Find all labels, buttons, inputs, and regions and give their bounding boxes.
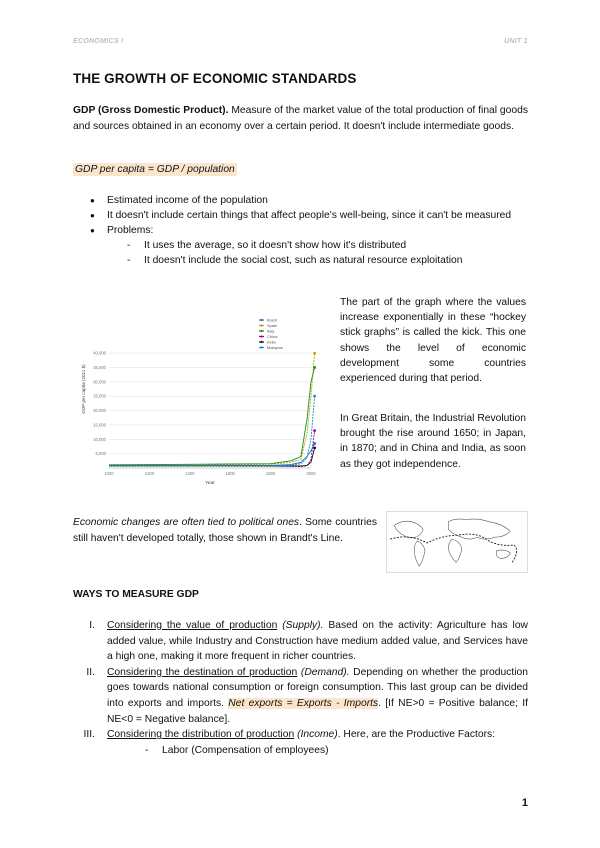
- brandt-line-map: [386, 511, 528, 573]
- header-subject: ECONOMICS I: [73, 38, 124, 45]
- factors-list: [145, 743, 528, 759]
- series-endpoint: [313, 366, 316, 369]
- x-tick-label: 1200: [144, 471, 155, 476]
- series-line: [109, 396, 315, 466]
- x-tick-label: 1000: [104, 471, 114, 476]
- way-tag: (Income): [297, 729, 338, 741]
- series-endpoint: [313, 442, 316, 445]
- list-item: - It uses the average, so it doesn't show how it's distributed: [127, 238, 528, 253]
- problems-label: Problems:: [107, 225, 154, 236]
- gdp-term: GDP (Gross Domestic Product).: [73, 105, 229, 116]
- series-endpoint: [313, 395, 316, 398]
- legend-label: India: [267, 339, 276, 345]
- list-item: [90, 223, 528, 268]
- roman-numeral: II.: [86, 666, 95, 678]
- list-item: - It doesn't include the social cost, such as natural resource exploitation: [127, 253, 528, 268]
- way-text: Based on the activity: Agriculture has low added value, while Industry and Construction have medium added value, and Services have a high one, making it more frequent in richer countries.: [107, 620, 528, 663]
- political-changes-text: [73, 515, 377, 546]
- roman-numeral: I.: [89, 620, 95, 631]
- series-endpoint: [313, 429, 316, 432]
- net-exports-formula: Net exports = Exports - Imports: [228, 697, 379, 709]
- political-lead: Economic changes are often tied to political ones: [73, 517, 300, 528]
- series-line: [109, 431, 315, 467]
- legend-label: Spain: [267, 323, 278, 328]
- kick-explanation: The part of the graph where the values increase exponentially in these “hockey stick graphs” is called the kick. This one shows the level of economic development some countries experienced during that period.: [340, 297, 526, 385]
- y-tick-label: 40,000: [93, 350, 106, 356]
- series-line: [109, 353, 315, 465]
- gdp-definition: [73, 103, 528, 135]
- y-tick-label: 30,000: [93, 379, 106, 385]
- header-unit: UNIT 1: [504, 38, 528, 45]
- way-text: . Here, are the Productive Factors:: [337, 729, 496, 741]
- gdp-text: Measure of the market value of the total production of final goods and sources obtained in an economy over a certain period. It doesn't include intermediate goods.: [73, 105, 528, 132]
- list-item: [73, 618, 528, 665]
- list-item: ● It doesn't include certain things that affect people's well-being, since it can't be measured: [90, 208, 528, 223]
- x-axis-title: Year: [205, 481, 215, 486]
- gdp-hockey-stick-chart: [73, 300, 331, 500]
- way-tag: (Demand).: [300, 666, 350, 678]
- series-endpoint: [313, 446, 316, 449]
- chart-grid: [109, 353, 311, 454]
- legend-marker: [260, 341, 262, 343]
- page-number: 1: [521, 797, 528, 809]
- x-tick-label: 2000: [306, 471, 316, 476]
- ways-section-title: WAYS TO MEASURE GDP: [73, 589, 199, 600]
- industrial-revolution-text: In Great Britain, the Industrial Revolution brought the rise around 1650; in Japan, in 1870; and in China and India, as soon as they got independence.: [340, 413, 526, 470]
- series-endpoint: [313, 352, 316, 355]
- legend-label: Italy: [267, 328, 275, 334]
- series-line: [109, 444, 315, 466]
- x-tick-label: 1600: [225, 471, 235, 476]
- y-tick-label: 5,000: [95, 451, 106, 457]
- roman-numeral: III.: [83, 729, 95, 741]
- legend-label: Malaysia: [267, 345, 283, 350]
- gdp-per-capita-formula: GDP per capita = GDP / population: [75, 164, 235, 175]
- way-heading: Considering the value of production: [107, 620, 278, 631]
- political-rest: . Some countries still haven't developed totally, those shown in Brandt's Line.: [73, 517, 378, 544]
- legend-marker: [260, 346, 262, 348]
- way-text: Depending on whether the production goes towards national consumption or foreign consumption. This last group can be divided into exports and imports.: [107, 666, 528, 709]
- legend-label: Brazil: [267, 317, 278, 323]
- way-text-after: . [If NE>0 = Positive balance; If NE<0 = Negative balance].: [107, 697, 529, 725]
- list-item: ● Estimated income of the population: [90, 193, 528, 208]
- list-item: - Labor (Compensation of employees): [145, 743, 528, 759]
- problems-list: [127, 238, 528, 268]
- y-tick-label: 10,000: [93, 436, 106, 442]
- y-tick-label: 35,000: [93, 364, 106, 370]
- y-tick-label: 20,000: [93, 408, 106, 414]
- legend-marker: [260, 324, 262, 326]
- ways-list: [73, 618, 528, 758]
- y-tick-label: 25,000: [93, 393, 106, 399]
- gdp-bullet-list: [90, 193, 528, 268]
- way-heading: Considering the distribution of production: [107, 729, 295, 741]
- legend-label: China: [267, 334, 278, 339]
- way-heading: Considering the destination of production: [107, 666, 298, 678]
- y-tick-label: 15,000: [93, 422, 106, 428]
- x-tick-label: 1400: [185, 471, 195, 476]
- chart-series: [109, 352, 316, 467]
- x-tick-label: 1800: [265, 471, 276, 476]
- list-item: [73, 665, 528, 727]
- list-item: [73, 727, 528, 758]
- way-tag: (Supply).: [282, 620, 324, 631]
- legend-marker: [260, 319, 262, 321]
- page-title: THE GROWTH OF ECONOMIC STANDARDS: [73, 71, 357, 86]
- legend-marker: [260, 335, 262, 337]
- legend-marker: [260, 330, 262, 332]
- chart-legend: [259, 318, 284, 351]
- y-axis-title: GDP per capita (2011 $): [81, 364, 86, 414]
